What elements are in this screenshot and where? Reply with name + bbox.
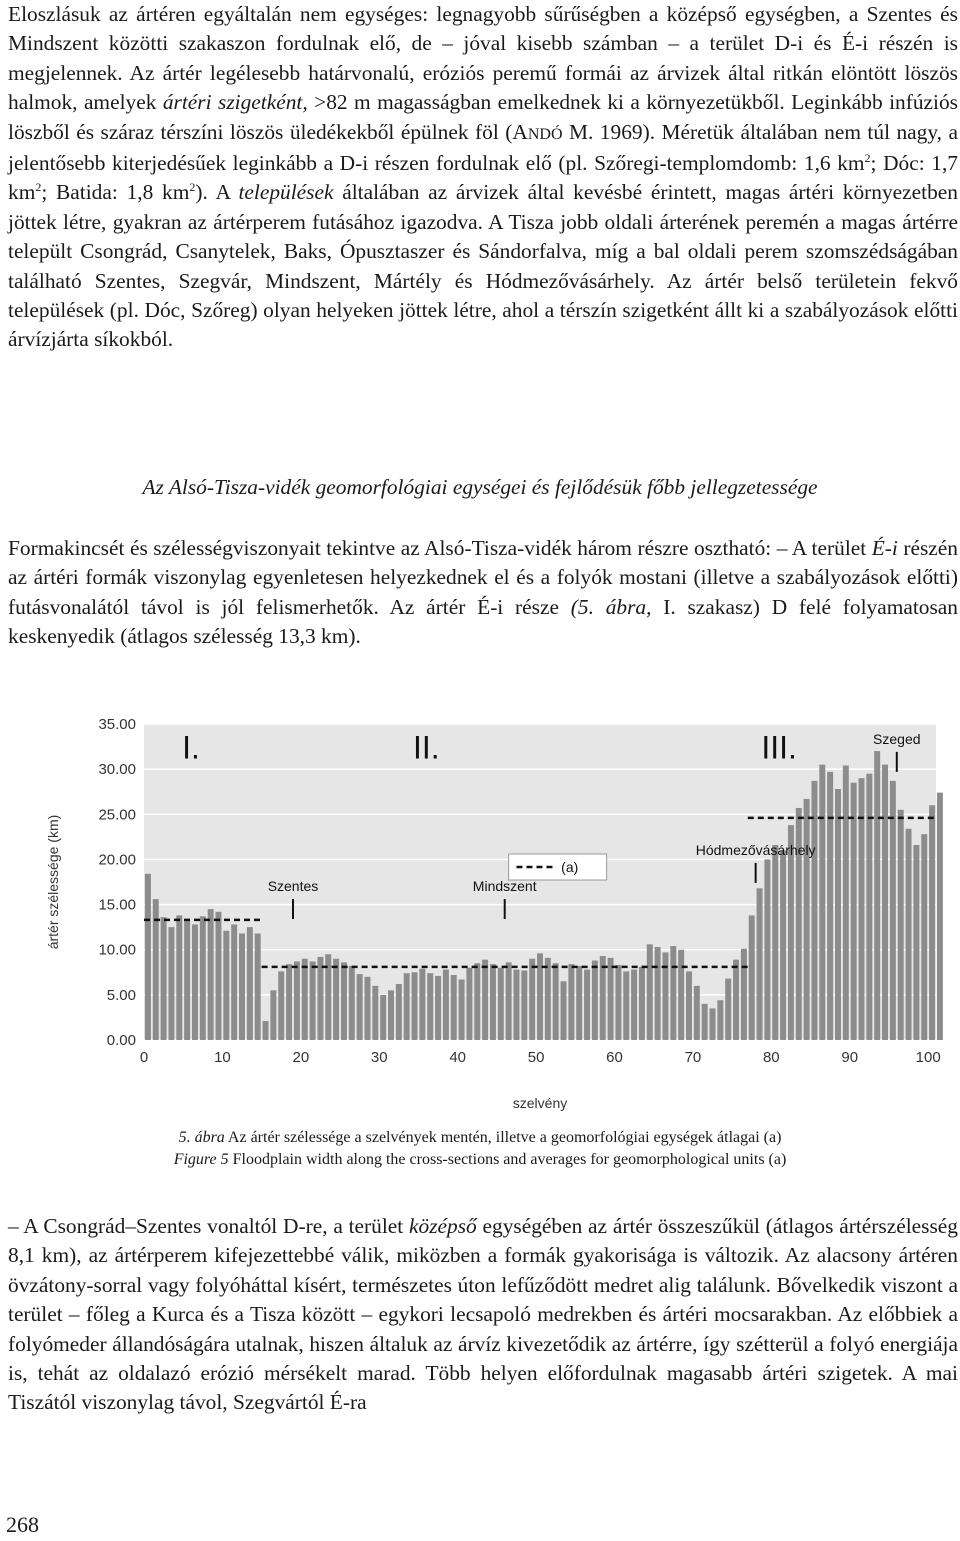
bar (365, 977, 371, 1040)
bar (419, 969, 425, 1040)
bar (686, 971, 692, 1040)
bar (733, 960, 739, 1040)
bar (866, 774, 872, 1040)
text-run: települések (238, 180, 334, 205)
bar (929, 805, 935, 1040)
bar (145, 874, 151, 1040)
paragraph-settlements (8, 0, 958, 355)
bar (827, 772, 833, 1040)
text-run: (5. ábra, (570, 594, 652, 619)
bar (623, 971, 629, 1040)
place-label: Mindszent (472, 878, 537, 895)
x-tick-label: 90 (841, 1049, 859, 1066)
bar (780, 850, 786, 1040)
x-tick-label: 30 (370, 1049, 388, 1066)
bar (874, 751, 880, 1040)
caption-en-text: Floodplain width along the cross-sections and averages for geomorphological units (a) (228, 1151, 787, 1168)
bar (608, 958, 614, 1040)
caption-hu-label: 5. ábra (178, 1129, 225, 1146)
caption-en-label: Figure 5 (173, 1151, 229, 1168)
section-label: II. (412, 729, 440, 766)
bar (600, 956, 606, 1040)
bar (216, 912, 222, 1040)
bar (647, 944, 653, 1040)
legend-label: (a) (561, 859, 579, 876)
x-axis-label: szelvény (512, 1095, 568, 1111)
bar (168, 927, 174, 1040)
bar (459, 980, 465, 1040)
text-run: részén az ártéri formák viszonylag egyenletesen helyezkednek el és a folyók mostani (illetve a szabályozások előtti) futásvonalától távol is jól felismerhetők. Az ártér É-i része (8, 536, 958, 619)
figure-caption-hu (0, 1127, 960, 1149)
y-tick-label: 5.00 (106, 986, 136, 1004)
bar (176, 915, 182, 1040)
bar (717, 1000, 723, 1040)
bar (482, 960, 488, 1040)
page-number: 268 (6, 1512, 39, 1537)
text-run: É-i (871, 536, 898, 560)
bar (223, 931, 229, 1040)
bar (662, 952, 668, 1040)
bar (655, 947, 661, 1040)
bar (521, 970, 527, 1040)
bar (404, 973, 410, 1040)
bar (592, 961, 598, 1040)
bar (851, 783, 857, 1040)
bar (349, 966, 355, 1040)
text-run: középső (409, 1214, 477, 1238)
bar (639, 967, 645, 1040)
bar (200, 916, 206, 1040)
text-run: egységében az ártér összeszűkül (átlagos ártérszélesség 8,1 km), az ártérperem kifejezettebbé válik, miközben a formák gyakorisága is változik. Az alacsony ártéren övzátony-sorral vagy folyóháttal kísért, természetes úton lefűződött medret alig találunk. Bővelkedik viszont a terület – főleg a Kurca és a Tisza között – egykori lecsapoló medrekben és ártéri mocsarakban. Az előbbiek a folyómeder állandóságára utalnak, hiszen általuk az árvíz kivezetődik az ártérre, így szétterül a folyó energiája is, tehát az oldalazó erózió mérsékelt marad. Több helyen előfordulnak magasabb ártéri szigetek. A mai Tiszától viszonylag távol, Szegvártól É-ra (8, 1214, 958, 1415)
y-tick-label: 30.00 (98, 761, 136, 779)
bar (435, 976, 441, 1040)
text-run: ; Batida: 1,8 km (41, 180, 190, 205)
bar (725, 979, 731, 1040)
text-run: ). A (195, 180, 239, 205)
bar (553, 963, 559, 1040)
x-tick-label: 20 (292, 1049, 310, 1066)
x-tick-label: 100 (915, 1049, 941, 1066)
bar (278, 971, 284, 1040)
bar (310, 961, 316, 1040)
bar (576, 966, 582, 1040)
bar (270, 990, 276, 1040)
bar (804, 799, 810, 1040)
bar (937, 793, 943, 1040)
bar (913, 845, 919, 1040)
bar (529, 959, 535, 1040)
text-run: 2 (864, 150, 871, 165)
y-tick-label: 25.00 (98, 806, 136, 824)
bar (749, 915, 755, 1040)
x-tick-label: 10 (214, 1049, 231, 1066)
bar (584, 970, 590, 1040)
section-label: I. (182, 729, 200, 766)
section-label: III. (761, 729, 797, 766)
bar (427, 973, 433, 1040)
text-run: ; Dóc: 1,7 km (8, 151, 958, 205)
bar (631, 970, 637, 1040)
bar (302, 959, 308, 1040)
bar (239, 933, 245, 1040)
bar (710, 1008, 716, 1040)
bar (921, 834, 927, 1040)
x-tick-label: 60 (606, 1049, 623, 1066)
bar (443, 970, 449, 1040)
bar (811, 781, 817, 1040)
bar (490, 964, 496, 1040)
text-run: NDÓ (527, 125, 563, 143)
section-heading: Az Alsó-Tisza-vidék geomorfológiai egységei és fejlődésük főbb jellegzetessége (142, 475, 818, 499)
bar (694, 986, 700, 1040)
bar (255, 933, 261, 1040)
text-run: 2 (35, 180, 42, 195)
y-tick-label: 0.00 (106, 1032, 136, 1049)
bar (412, 972, 418, 1040)
text-run: M. 1969). Méretük általában nem túl nagy, a jelentősebb kiterjedésűek leginkább a D-i részen fordulnak elő (pl. Szőregi-templomdomb: 1,6 km (8, 119, 958, 176)
figure-caption-en (0, 1149, 960, 1171)
bar (263, 1021, 269, 1040)
text-run: 2 (189, 180, 196, 195)
bar (208, 909, 214, 1040)
x-tick-label: 40 (449, 1049, 467, 1066)
bar (702, 1004, 708, 1040)
bar (357, 974, 363, 1040)
bar (380, 995, 386, 1040)
bar (506, 962, 512, 1040)
caption-hu-text: Az ártér szélessége a szelvények mentén, illetve a geomorfológiai egységek átlagai (a) (224, 1129, 782, 1146)
legend-box (509, 854, 607, 880)
bar (317, 957, 323, 1040)
y-axis-label: ártér szélessége (km) (45, 814, 61, 950)
floodplain-width-chart (34, 710, 944, 1118)
bar (819, 765, 825, 1040)
x-tick-label: 70 (684, 1049, 702, 1066)
bar (498, 968, 504, 1040)
y-tick-label: 15.00 (98, 896, 136, 914)
bar (561, 981, 567, 1040)
place-label: Szeged (873, 730, 921, 747)
bar (474, 963, 480, 1040)
y-tick-label: 35.00 (98, 716, 136, 733)
text-run: – A Csongrád–Szentes vonaltól D-re, a terület (8, 1214, 409, 1238)
x-tick-label: 50 (527, 1049, 545, 1066)
x-tick-label: 0 (139, 1049, 149, 1066)
x-tick-label: 80 (762, 1049, 780, 1066)
bar (835, 789, 841, 1040)
bar (466, 968, 472, 1040)
bar (341, 962, 347, 1040)
bar (231, 924, 237, 1040)
bar (372, 986, 378, 1040)
bar (741, 949, 747, 1040)
bar (192, 924, 198, 1040)
text-run: Eloszlásuk az ártéren egyáltalán nem egységes: legnagyobb sűrűségben a középső egységben, a Szentes és Mindszent közötti szakaszon fordulnak elő, de – jóval kisebb számban – a terület D-i és É-i részén is megjelennek. Az ártér legélesebb határvonalú, eróziós peremű formái az árvizek által ritkán elöntött löszös halmok, amelyek (8, 2, 958, 115)
bar (568, 964, 574, 1040)
bar (772, 845, 778, 1040)
text-run: >82 m magasságban emelkednek ki a környezetükből. Leginkább infúziós löszből és száraz térszíni löszös üledékekből épülnek föl (A (8, 90, 958, 144)
bar (843, 766, 849, 1040)
bar (898, 810, 904, 1040)
bar (757, 888, 763, 1040)
bar (247, 927, 253, 1040)
paragraph-north-section (8, 534, 958, 652)
bar (764, 859, 770, 1040)
bar (906, 829, 912, 1040)
bar (882, 765, 888, 1040)
bar (451, 975, 457, 1040)
bar (333, 959, 339, 1040)
bar (161, 917, 167, 1040)
bar (294, 961, 300, 1040)
text-run: ártéri szigetként, (162, 90, 308, 115)
place-label: Hódmezővásárhely (695, 841, 816, 858)
bar (545, 958, 551, 1040)
bar (388, 990, 394, 1040)
text-run: I. szakasz) D felé folyamatosan keskenyedik (átlagos szélesség 13,3 km). (8, 594, 958, 649)
place-label: Szentes (267, 878, 319, 895)
bar (513, 970, 519, 1040)
bar (184, 919, 190, 1040)
text-run: általában az árvizek által kevésbé érintett, magas ártéri környezetben jöttek létre, gyakran az ártérperem futásához igazodva. A Tisza jobb oldali árterének peremén a magas ártérre települt Csongrád, Csanytelek, Baks, Ópusztaszer és Sándorfalva, míg a bal oldali perem szomszédságában található Szentes, Szegvár, Mindszent, Mártély és Hódmezővásárhely. Az ártér belső területein fekvő települések (pl. Dóc, Szőreg) olyan helyeken jöttek létre, ahol a térszín szigetként állt ki a szabályozások előtti árvízjárta síkokból. (8, 180, 958, 352)
text-run: Formakincsét és szélességviszonyait tekintve az Alsó-Tisza-vidék három részre osztható: – A terület (8, 536, 872, 560)
bar (615, 965, 621, 1040)
bar (396, 984, 402, 1040)
y-tick-label: 20.00 (98, 851, 136, 869)
paragraph-middle-section (8, 1212, 958, 1418)
bar (678, 950, 684, 1040)
bar (670, 946, 676, 1040)
bar (286, 964, 292, 1040)
bar (890, 781, 896, 1040)
y-tick-label: 10.00 (98, 941, 136, 959)
